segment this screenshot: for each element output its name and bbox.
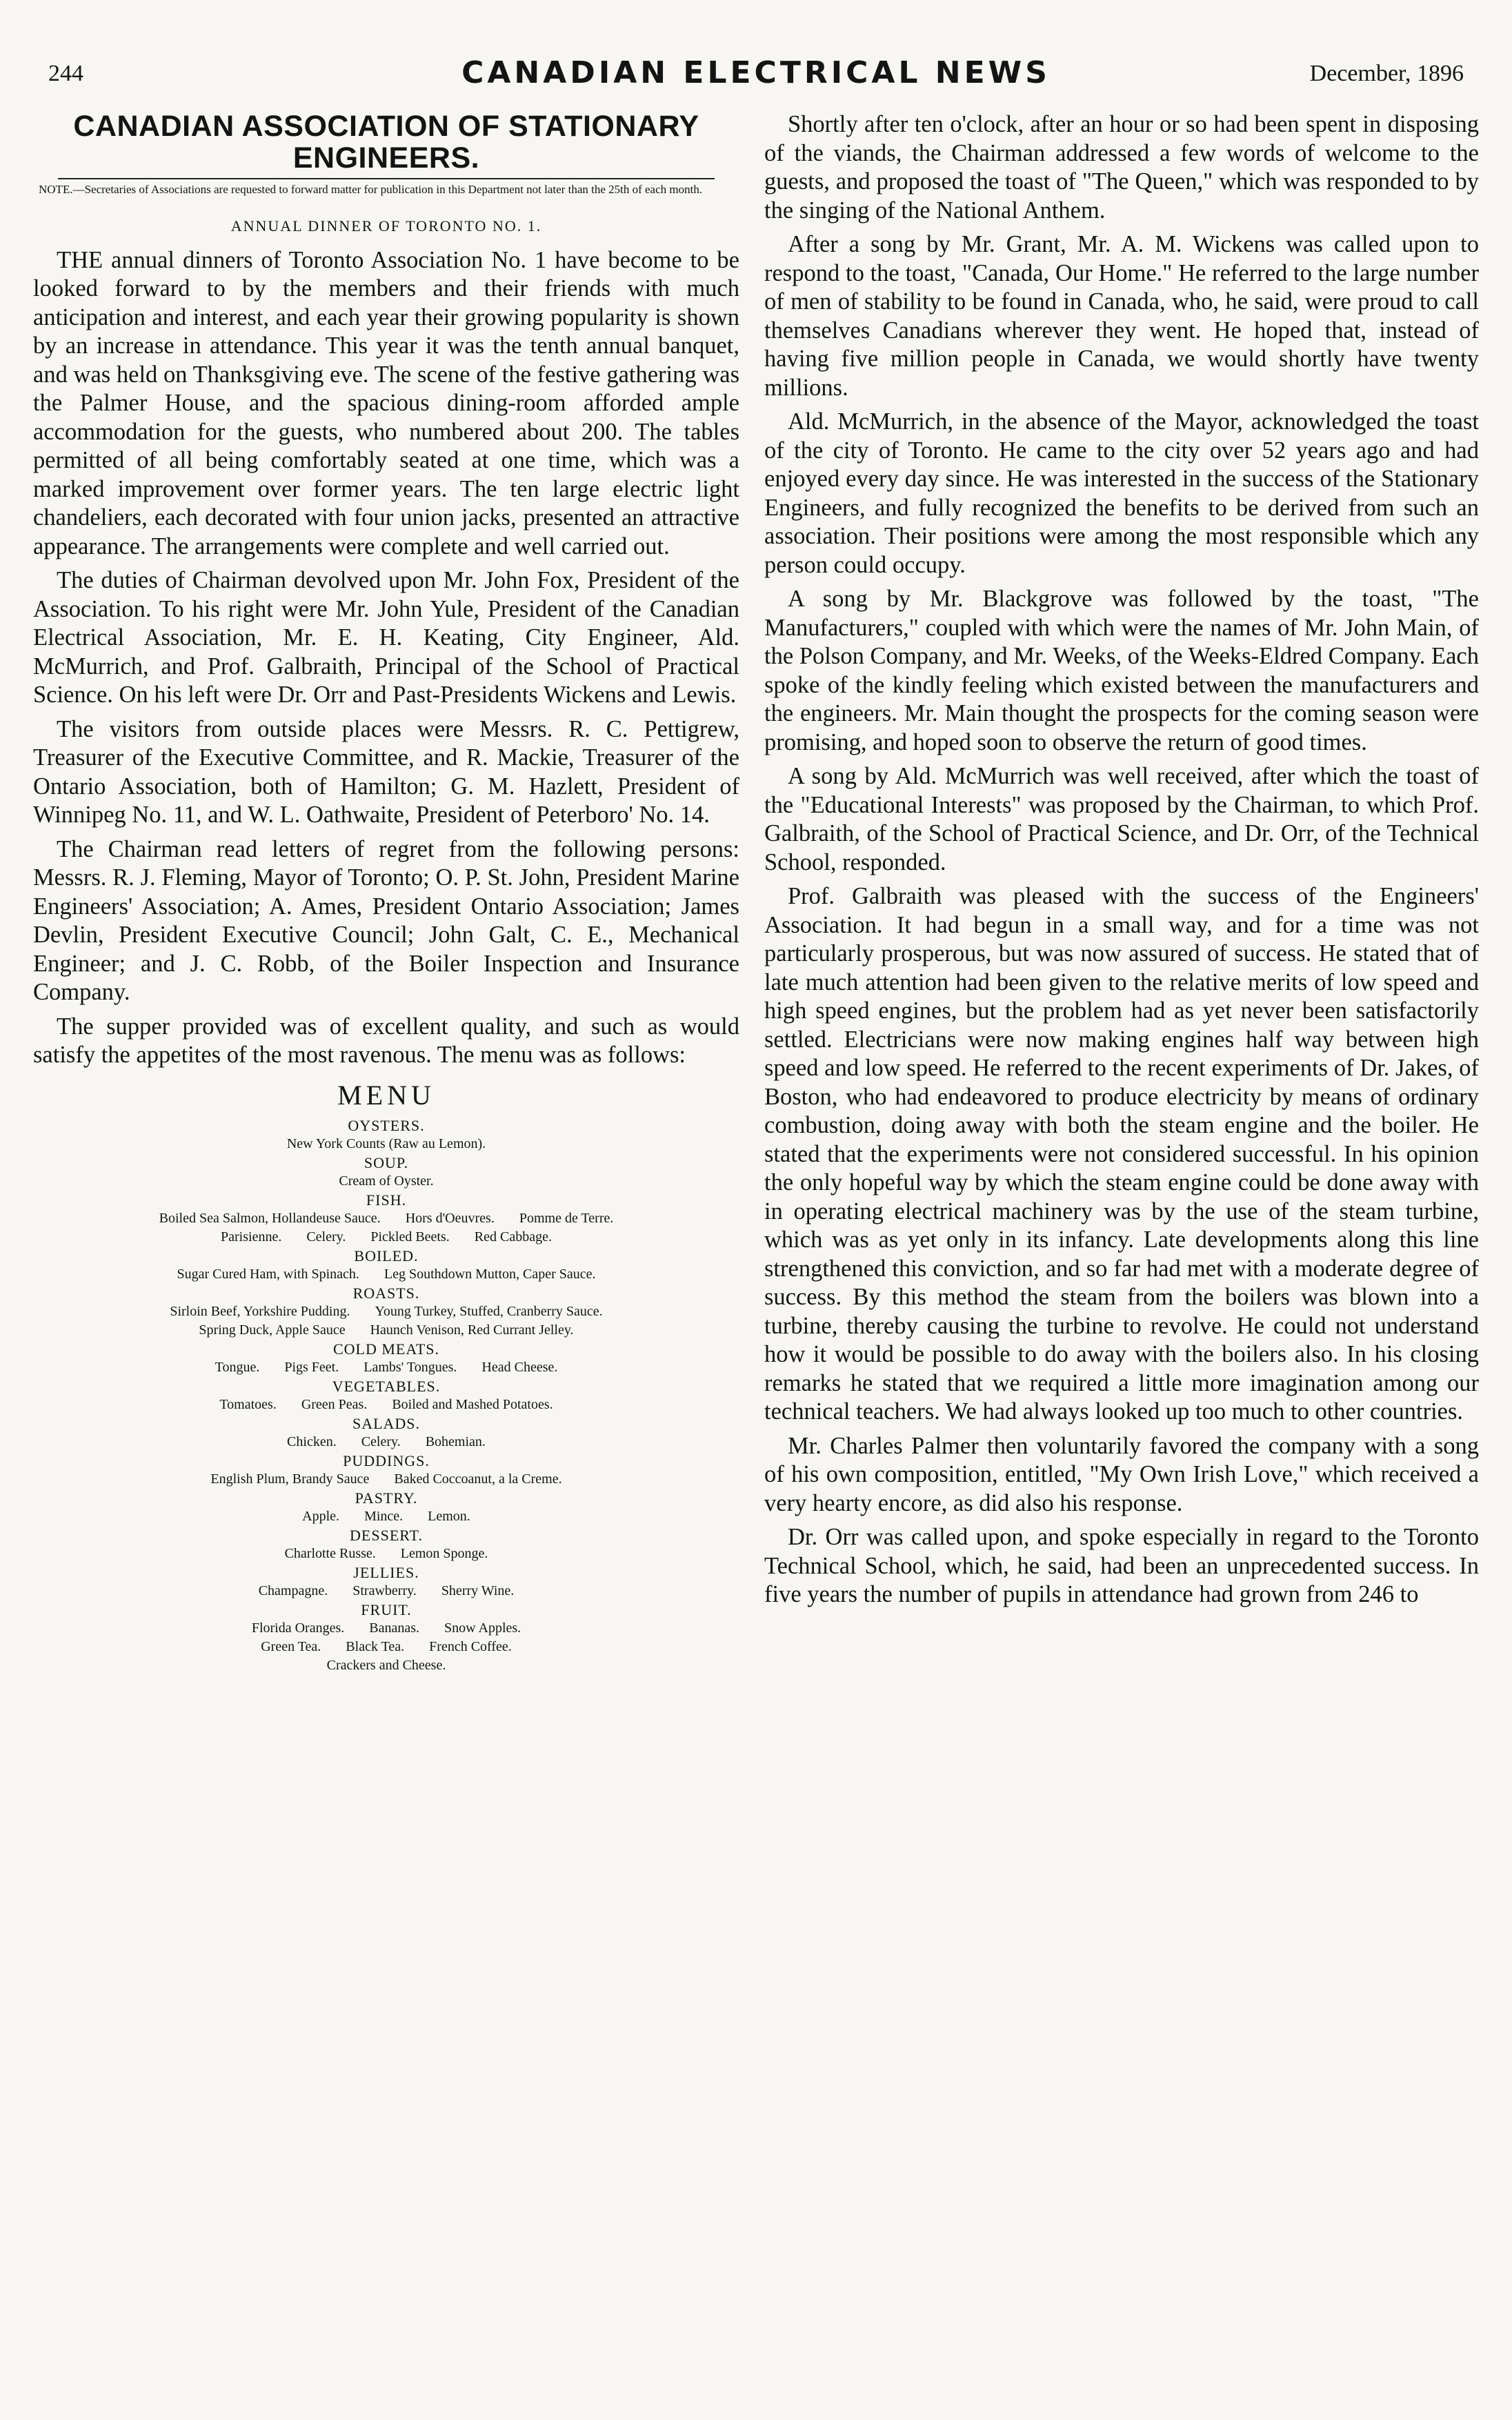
menu-row [33,1358,739,1377]
menu-section [33,1284,739,1340]
paragraph: The duties of Chairman devolved upon Mr. John Fox, President of the Association. To his right were Mr. John Yule, President of the Canadian Electrical Association, Mr. E. H. Keating, City Engineer, Ald. McMurrich, and Prof. Galbraith, Principal of the School of Practical Science. On his left were Dr. Orr and Past-Presidents Wickens and Lewis. [33,567,739,708]
menu [33,1116,739,1675]
section-title-line-2: ENGINEERS. [292,141,480,175]
journal-title: CANADIAN ELECTRICAL NEWS [461,55,1051,90]
divider [58,178,715,179]
paragraph: THE annual dinners of Toronto Association No. 1 have become to be looked forward to by the members and their friends with much anticipation and interest, and each year their growing popularity is shown by an increase in attendance. This year it was the tenth annual banquet, and was held on Thanksgiving eve. The scene of the festive gathering was the Palmer House, and the spacious dining-room afforded ample accommodation for the guests, who numbered about 200. The tables permitted of all being comfortably seated at one time, which was a marked improvement over former years. The ten large electric light chandeliers, each decorated with four union jacks, presented an attractive appearance. The arrangements were complete and well carried out. [33,246,739,559]
menu-item: Snow Apples. [444,1620,521,1636]
menu-row [33,1656,739,1675]
menu-item: Celery. [306,1229,346,1244]
menu-section-heading: PUDDINGS. [343,1452,430,1469]
menu-section [33,1247,739,1284]
menu-item: Pomme de Terre. [519,1211,614,1226]
issue-date: December, 1896 [1309,61,1464,86]
menu-item: Cream of Oyster. [339,1173,434,1189]
menu-section-heading: DESSERT. [350,1527,423,1544]
menu-row [33,1302,739,1321]
menu-row [33,1321,739,1340]
menu-item: Bohemian. [425,1434,486,1449]
menu-row [33,1209,739,1228]
menu-item: Pigs Feet. [284,1360,339,1375]
paragraph: The visitors from outside places were Messrs. R. C. Pettigrew, Treasurer of the Executive Committee, and R. Mackie, Treasurer of the Ontario Association, both of Hamilton; G. M. Hazlett, President of Winnipeg No. 11, and W. L. Oathwaite, President of Peterboro' No. 14. [33,715,739,828]
paragraph: The supper provided was of excellent quality, and such as would satisfy the appetites of the most ravenous. The menu was as follows: [33,1013,739,1068]
menu-item: Mince. [364,1509,404,1524]
menu-item: Baked Coccoanut, a la Creme. [394,1471,562,1487]
menu-row [33,1507,739,1526]
menu-section-heading: VEGETABLES. [332,1378,441,1395]
menu-section [33,1563,739,1600]
menu-section [33,1153,739,1191]
editor-note: NOTE.—Secretaries of Associations are requested to forward matter for publication in this Department not later than the 25th of each month. [39,183,703,196]
menu-section [33,1600,739,1675]
menu-row [33,1470,739,1489]
paragraph: After a song by Mr. Grant, Mr. A. M. Wickens was called upon to respond to the toast, "Canada, Our Home." He referred to the large number of men of stability to be found in Canada, who, he said, were proud to call themselves Canadians wherever they went. He hoped that, instead of having five million people in Canada, we would shortly have twenty millions. [764,231,1479,401]
menu-section [33,1377,739,1414]
menu-item: Spring Duck, Apple Sauce [199,1322,346,1338]
menu-item: Champagne. [258,1583,328,1598]
menu-section-heading: JELLIES. [353,1564,419,1581]
menu-item: Lemon. [428,1509,470,1524]
menu-item: Green Peas. [301,1397,368,1412]
menu-section-heading: PASTRY. [355,1489,418,1507]
menu-item: Boiled Sea Salmon, Hollandeuse Sauce. [159,1211,381,1226]
page-number: 244 [48,61,83,86]
paragraph: Ald. McMurrich, in the absence of the Mayor, acknowledged the toast of the city of Toronto. He came to the city over 52 years ago and had enjoyed every day since. He was interested in the success of the Stationary Engineers, and fully recognized the benefits to be derived from such an association. Their positions were among the most responsible which any person could occupy. [764,408,1479,578]
menu-item: French Coffee. [429,1639,512,1654]
menu-section-heading: ROASTS. [352,1285,420,1302]
menu-item: Sherry Wine. [441,1583,515,1598]
menu-item: Hors d'Oeuvres. [405,1211,495,1226]
menu-section-heading: BOILED. [354,1247,419,1264]
menu-title: MENU [337,1079,435,1111]
menu-row [33,1135,739,1153]
menu-row [33,1228,739,1247]
menu-item: Celery. [361,1434,401,1449]
menu-item: Crackers and Cheese. [326,1658,446,1673]
menu-item: Head Cheese. [481,1360,558,1375]
menu-item: Bananas. [369,1620,420,1636]
menu-item: Parisienne. [221,1229,282,1244]
menu-item: Boiled and Mashed Potatoes. [392,1397,553,1412]
menu-item: Red Cabbage. [474,1229,552,1244]
menu-item: Charlotte Russe. [284,1546,376,1561]
menu-row [33,1433,739,1451]
menu-section [33,1340,739,1377]
menu-item: Black Tea. [346,1639,405,1654]
menu-section [33,1526,739,1563]
menu-section [33,1116,739,1153]
menu-section [33,1489,739,1526]
menu-row [33,1638,739,1656]
menu-section-heading: FISH. [366,1191,407,1209]
menu-section-heading: COLD MEATS. [332,1340,439,1358]
menu-item: Lemon Sponge. [400,1546,488,1561]
section-title-line-1: CANADIAN ASSOCIATION OF STATIONARY [73,110,699,143]
menu-section [33,1191,739,1247]
menu-section-heading: FRUIT. [361,1601,412,1618]
menu-item: Sirloin Beef, Yorkshire Pudding. [170,1304,350,1319]
menu-item: Florida Oranges. [251,1620,345,1636]
menu-section-heading: SOUP. [364,1154,409,1171]
paragraph: A song by Mr. Blackgrove was followed by the toast, "The Manufacturers," coupled with which were the names of Mr. John Main, of the Polson Company, and Mr. Weeks, of the Weeks-Eldred Company. Each spoke of the kindly feeling which existed between the manufacturers and the engineers. Mr. Main thought the prospects for the coming season were promising, and hoped soon to observe the return of good times. [764,586,1479,755]
menu-item: Leg Southdown Mutton, Caper Sauce. [384,1267,596,1282]
menu-item: Green Tea. [261,1639,321,1654]
menu-section [33,1414,739,1451]
paragraph: Mr. Charles Palmer then voluntarily favored the company with a song of his own composition, entitled, "My Own Irish Love," which received a very hearty encore, as did also his response. [764,1432,1479,1516]
right-column [764,110,1479,1615]
menu-row [33,1396,739,1414]
menu-section-heading: OYSTERS. [348,1117,425,1134]
menu-item: Haunch Venison, Red Currant Jelley. [370,1322,574,1338]
menu-section [33,1451,739,1489]
menu-item: Pickled Beets. [370,1229,450,1244]
menu-row [33,1265,739,1284]
menu-item: Strawberry. [352,1583,417,1598]
left-column [33,110,739,1675]
menu-item: Sugar Cured Ham, with Spinach. [177,1267,359,1282]
menu-item: Apple. [302,1509,340,1524]
menu-row [33,1582,739,1600]
paragraph: The Chairman read letters of regret from the following persons: Messrs. R. J. Fleming, Mayor of Toronto; O. P. St. John, President Marine Engineers' Association; A. Ames, President Ontario Association; James Devlin, President Executive Council; John Galt, C. E., Mechanical Engineer; and J. C. Robb, of the Boiler Inspection and Insurance Company. [33,835,739,1005]
menu-item: Lambs' Tongues. [364,1360,457,1375]
menu-row [33,1172,739,1191]
menu-item: Tongue. [215,1360,260,1375]
menu-item: Tomatoes. [219,1397,277,1412]
menu-item: Young Turkey, Stuffed, Cranberry Sauce. [375,1304,603,1319]
paragraph: Prof. Galbraith was pleased with the success of the Engineers' Association. It had begun in a small way, and for a time was not particularly prosperous, but was now assured of success. He stated that of late much attention had been given to the relative merits of low speed and high speed engines, but the problem had as yet never been satisfactorily settled. Electricians were now making engines half way between high speed and low speed. He referred to the recent experiments of Dr. Jakes, of Boston, who had endeavored to produce electricity by means of ordinary combustion, doing away with both the steam engine and the boiler. He stated that the experiments were not considered successful. In his opinion the only hopeful way by which the steam engine could be done away with in operating electrical machinery was by the use of the steam turbine, which was as yet only in its infancy. Late developments along this line strengthened this conviction, and so far had met with a moderate degree of success. By this method the steam from the boilers was blown into a turbine, thereby causing the turbine to revolve. He could not understand how it would be possible to do away with the boilers also. In his closing remarks he stated that we required a little more imagination among our technical teachers. We had always looked up too much to other countries. [764,883,1479,1425]
menu-item: Chicken. [287,1434,337,1449]
page-header [48,55,1464,103]
menu-row [33,1545,739,1563]
paragraph: A song by Ald. McMurrich was well received, after which the toast of the "Educational Interests" was proposed by the Chairman, to which Prof. Galbraith, of the School of Practical Science, and Dr. Orr, of the Technical School, responded. [764,763,1479,875]
paragraph: Shortly after ten o'clock, after an hour or so had been spent in disposing of the viands, the Chairman addressed a few words of welcome to the guests, and proposed the toast of "The Queen," which was responded to by the singing of the National Anthem. [764,111,1479,224]
menu-item: English Plum, Brandy Sauce [210,1471,370,1487]
menu-item: New York Counts (Raw au Lemon). [286,1136,486,1151]
paragraph: Dr. Orr was called upon, and spoke especially in regard to the Toronto Technical School, which, he said, had been an unprecedented success. In five years the number of pupils in attendance had grown from 246 to [764,1524,1479,1607]
article-subhead: ANNUAL DINNER OF TORONTO NO. 1. [230,217,542,235]
menu-section-heading: SALADS. [352,1415,421,1432]
menu-row [33,1619,739,1638]
